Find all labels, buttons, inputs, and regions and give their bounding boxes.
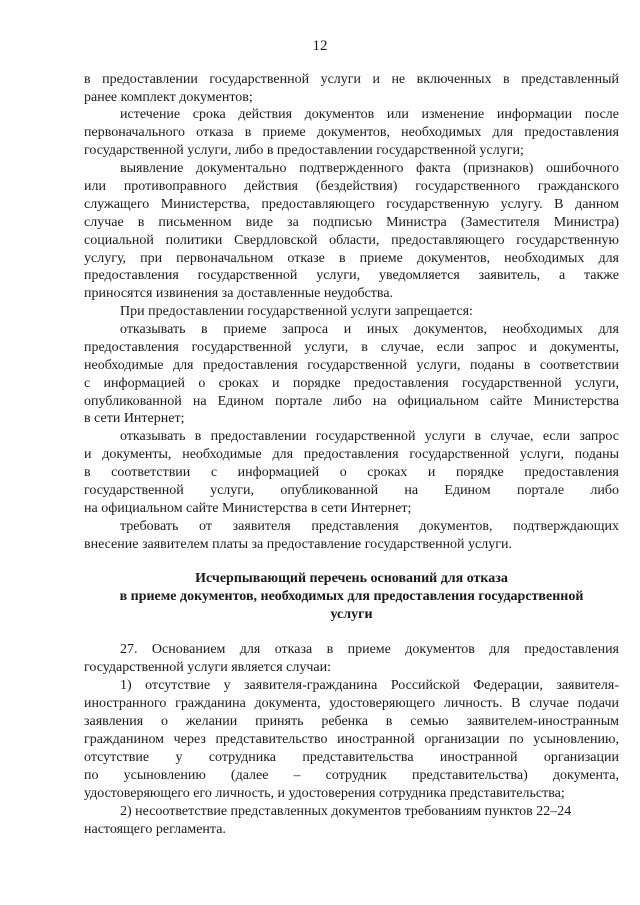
text-line: истечение срока действия документов или изменение информации после [120,107,619,122]
text-line: необходимые для предоставления государственной услуги, поданы в соответствии [84,358,619,373]
text-line: предоставления государственной услуги, уведомляется заявитель, а также [84,268,619,283]
section-heading-line: Исчерпывающий перечень оснований для отказа [195,571,508,586]
text-line: настоящего регламента. [84,822,226,837]
text-line: в предоставлении государственной услуги и не включенных в представленный [84,72,619,87]
text-line: отказывать в предоставлении государственной услуги в случае, если запрос [120,429,619,444]
text-line: 1) отсутствие у заявителя-гражданина Российской Федерации, заявителя- [120,678,619,693]
text-line: государственной услуги, либо в предоставлении государственной услуги; [84,143,524,158]
text-line: государственной услуги является случаи: [84,660,331,675]
text-line: При предоставлении государственной услуги запрещается: [120,304,473,319]
text-line: удостоверяющего его личность, и удостоверения сотрудника представительства; [84,786,565,801]
text-line: выявление документально подтвержденного факта (признаков) ошибочного [120,161,619,176]
text-line: в сети Интернет; [84,411,185,426]
text-line: государственной услуги, опубликованной на Едином портале либо [84,483,619,498]
text-line: внесение заявителем платы за предоставление государственной услуги. [84,537,512,552]
text-line: опубликованной на Едином портале либо на официальном сайте Министерства [84,394,619,409]
text-line: с информацией о сроках и порядке предоставления государственной услуги, [84,376,619,391]
section-heading-line: в приеме документов, необходимых для предоставления государственной [119,589,584,604]
text-line: заявления о желании принять ребенка в семью заявителем-иностранным [84,714,619,729]
text-line: случае в письменном виде за подписью Министра (Заместителя Министра) [84,215,619,230]
text-line: ранее комплект документов; [84,90,253,105]
text-line: по усыновлению (далее – сотрудник представительства) документа, [84,768,619,783]
section-heading-line: услуги [330,607,373,622]
text-line: отсутствие у сотрудника представительства иностранной организации [84,750,619,765]
text-line: на официальном сайте Министерства в сети Интернет; [84,501,412,516]
text-line: первоначального отказа в приеме документов, необходимых для предоставления [84,125,619,140]
text-line: социальной политики Свердловской области, предоставляющего государственную [84,233,619,248]
text-line: иностранного гражданина документа, удостоверяющего личность. В случае подачи [84,696,619,711]
text-line: в соответствии с информацией о сроках и порядке предоставления [84,465,619,480]
text-line: приносятся извинения за доставленные неудобства. [84,286,394,301]
text-line: 27. Основанием для отказа в приеме документов для предоставления [120,642,619,657]
text-line: 2) несоответствие представленных документов требованиям пунктов 22–24 [120,804,572,819]
text-line: гражданином через представительство иностранной организации по усыновлению, [84,732,619,747]
text-line: отказывать в приеме запроса и иных документов, необходимых для [120,322,619,337]
text-line: или противоправного действия (бездействия) государственного гражданского [84,179,619,194]
text-line: служащего Министерства, предоставляющего государственную услугу. В данном [84,197,619,212]
text-line: и документы, необходимые для предоставления государственной услуги, поданы [84,447,619,462]
text-line: требовать от заявителя представления документов, подтверждающих [120,519,619,534]
text-line: услугу, при первоначальном отказе в приеме документов, необходимых для [84,251,619,266]
page-number: 12 [312,38,328,54]
text-line: предоставления государственной услуги, в случае, если запрос и документы, [84,340,619,355]
